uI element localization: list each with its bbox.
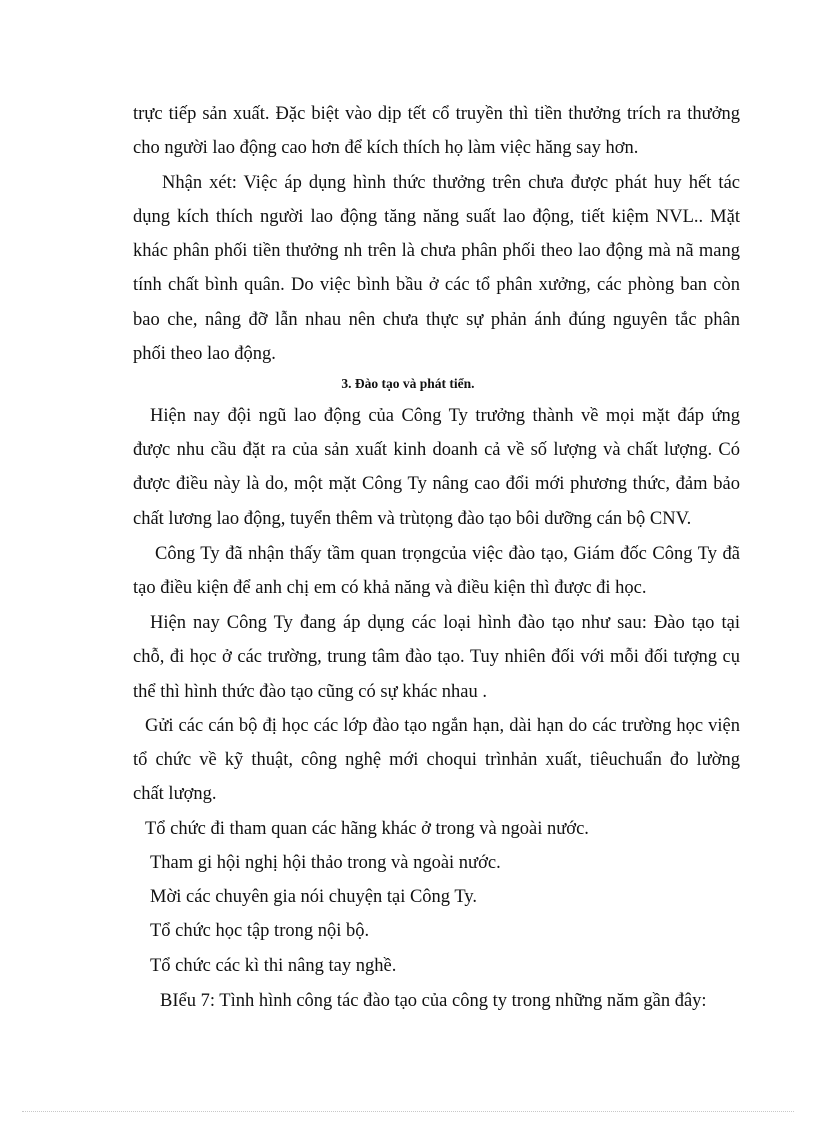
paragraph-3-line-1: Hiện nay đội ngũ lao động của Công Ty trưởng thành về mọi mặt đáp ứng <box>150 406 740 426</box>
paragraph-2-line-1: Nhận xét: Việc áp dụng hình thức thưởng trên chưa được phát huy hết tác <box>162 173 740 193</box>
paragraph-6-line-2: tổ chức về kỹ thuật, công nghệ mới choqui trìnhản xuất, tiêuchuẩn đo lường <box>133 750 740 770</box>
list-item: Tổ chức các kì thi nâng tay nghề. <box>150 956 397 976</box>
list-item: Tổ chức đi tham quan các hãng khác ở trong và ngoài nước. <box>145 819 589 839</box>
paragraph-3-line-2: được nhu cầu đặt ra của sản xuất kinh doanh cả về số lượng và chất lượng. Có <box>133 440 740 460</box>
paragraph-3-line-4: chất lương lao động, tuyển thêm và trùtọng đào tạo bôi dưỡng cán bộ CNV. <box>133 509 692 529</box>
list-item: Mời các chuyên gia nói chuyện tại Công Ty. <box>150 887 478 907</box>
paragraph-1-line-2: cho người lao động cao hơn để kích thích họ làm việc hăng say hơn. <box>133 138 639 158</box>
paragraph-6-line-1: Gửi các cán bộ đị học các lớp đào tạo ngắn hạn, dài hạn do các trường học viện <box>145 716 740 736</box>
paragraph-3-line-3: được điều này là do, một mặt Công Ty nâng cao đổi mới phương thức, đảm bảo <box>133 474 740 494</box>
paragraph-2-line-4: tính chất bình quân. Do việc bình bầu ở các tổ phân xưởng, các phòng ban còn <box>133 275 740 295</box>
paragraph-2-line-2: dụng kích thích người lao động tăng năng suất lao động, tiết kiệm NVL.. Mặt <box>133 207 740 227</box>
list-item: Tham gi hội nghị hội thảo trong và ngoài nước. <box>150 853 501 873</box>
paragraph-5-line-2: chỗ, đi học ở các trường, trung tâm đào tạo. Tuy nhiên đối với mỗi đối tượng cụ <box>133 647 740 667</box>
table-caption: BIểu 7: Tình hình công tác đào tạo của công ty trong những năm gần đây: <box>160 991 707 1011</box>
paragraph-5-line-1: Hiện nay Công Ty đang áp dụng các loại hình đào tạo như sau: Đào tạo tại <box>150 613 740 633</box>
paragraph-1-line-1: trực tiếp sản xuất. Đặc biệt vào dịp tết cổ truyền thì tiền thưởng trích ra thưởng <box>133 104 740 124</box>
section-heading: 3. Đào tạo và phát tiển. <box>341 376 475 391</box>
paragraph-2-line-5: bao che, nâng đỡ lẫn nhau nên chưa thực sự phản ánh đúng nguyên tắc phân <box>133 310 740 330</box>
paragraph-6-line-3: chất lượng. <box>133 784 217 804</box>
paragraph-4-line-2: tạo điều kiện để anh chị em có khả năng và điều kiện thì được đi học. <box>133 578 647 598</box>
paragraph-2-line-6: phối theo lao động. <box>133 344 276 364</box>
paragraph-4-line-1: Công Ty đã nhận thấy tầm quan trọngcủa việc đào tạo, Giám đốc Công Ty đã <box>155 544 740 564</box>
footer-divider <box>22 1111 794 1112</box>
list-item: Tổ chức học tập trong nội bộ. <box>150 921 370 941</box>
paragraph-2-line-3: khác phân phối tiền thưởng nh trên là chưa phân phối theo lao động mà nã mang <box>133 241 740 261</box>
paragraph-5-line-3: thể thì hình thức đào tạo cũng có sự khác nhau . <box>133 682 487 702</box>
